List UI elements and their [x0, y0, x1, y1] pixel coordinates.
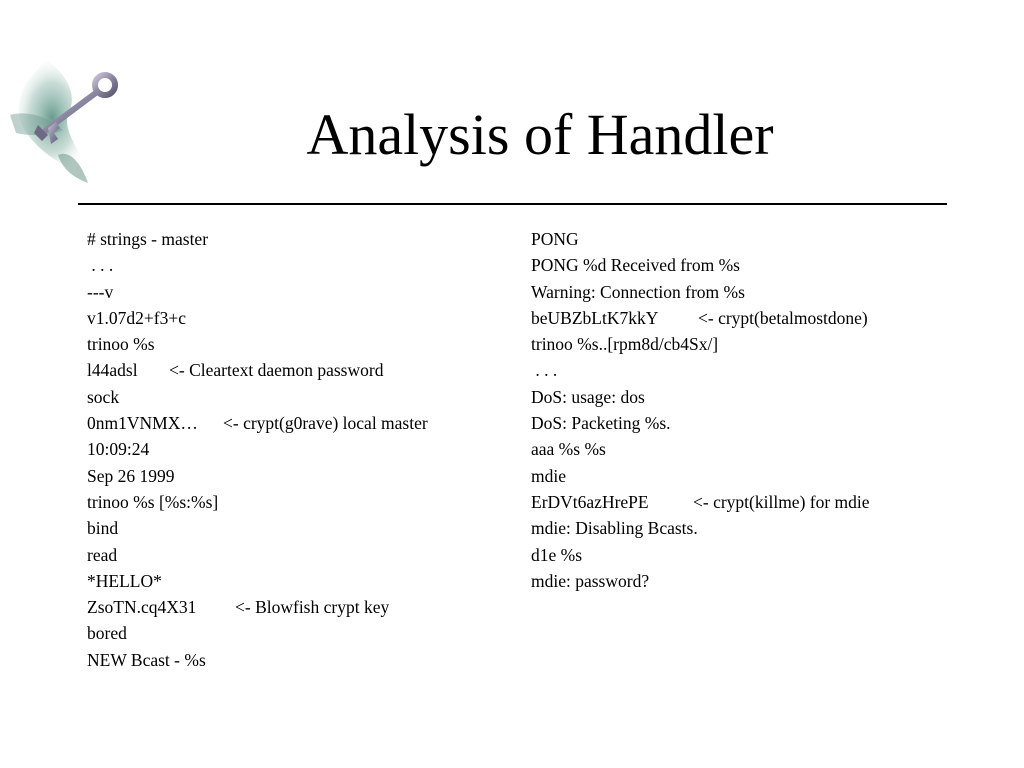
- list-item: trinoo %s: [87, 334, 155, 355]
- list-item: 10:09:24: [87, 439, 150, 460]
- annotation: <- Cleartext daemon password: [169, 360, 384, 381]
- list-item: bored: [87, 623, 127, 644]
- list-item: . . .: [87, 255, 114, 276]
- list-item: # strings - master: [87, 229, 209, 249]
- list-item: . . .: [531, 360, 558, 381]
- list-item: ZsoTN.cq4X31 <- Blowfish crypt key: [87, 594, 507, 620]
- annotation: <- crypt(betalmostdone): [698, 307, 868, 328]
- list-item: Warning: Connection from %s: [531, 281, 745, 302]
- list-item: DoS: Packeting %s.: [531, 413, 671, 434]
- annotation: <- crypt(g0rave) local master: [223, 413, 428, 434]
- key-icon: [8, 55, 123, 190]
- list-item: PONG %d Received from %s: [531, 255, 740, 276]
- list-item: ErDVt6azHrePE <- crypt(killme) for mdie: [531, 489, 951, 515]
- slide-title: Analysis of Handler: [306, 102, 774, 167]
- list-item: Sep 26 1999: [87, 465, 175, 486]
- strings-list-left: [87, 226, 507, 673]
- list-item: l44adsl <- Cleartext daemon password: [87, 357, 507, 383]
- list-item: beUBZbLtK7kkY <- crypt(betalmostdone): [531, 305, 951, 331]
- list-item: sock: [87, 386, 120, 407]
- list-item: ---v: [87, 281, 114, 302]
- list-item: trinoo %s [%s:%s]: [87, 491, 219, 512]
- list-item: NEW Bcast - %s: [87, 649, 206, 670]
- list-item: trinoo %s..[rpm8d/cb4Sx/]: [531, 334, 719, 355]
- list-item: bind: [87, 518, 119, 539]
- list-item: PONG: [531, 229, 579, 249]
- list-item: *HELLO*: [87, 570, 162, 591]
- list-item: v1.07d2+f3+c: [87, 307, 186, 328]
- list-item: read: [87, 544, 118, 565]
- list-item: DoS: usage: dos: [531, 386, 645, 407]
- list-item: 0nm1VNMX… <- crypt(g0rave) local master: [87, 410, 507, 436]
- list-item: mdie: password?: [531, 570, 650, 591]
- title-divider: [78, 203, 947, 205]
- list-item: d1e %s: [531, 544, 583, 565]
- strings-list-right: [531, 226, 951, 594]
- list-item: aaa %s %s: [531, 439, 606, 460]
- annotation: <- Blowfish crypt key: [235, 597, 390, 618]
- annotation: <- crypt(killme) for mdie: [693, 491, 870, 512]
- list-item: mdie: [531, 465, 566, 486]
- list-item: mdie: Disabling Bcasts.: [531, 518, 698, 539]
